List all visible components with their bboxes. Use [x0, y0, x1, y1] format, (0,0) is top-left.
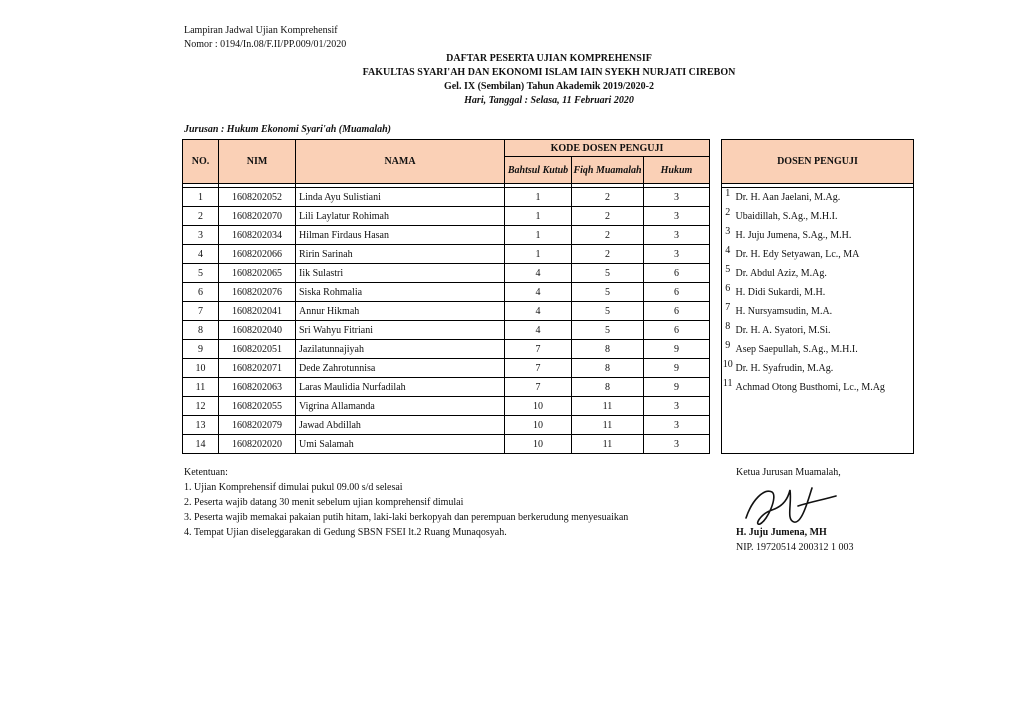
signer-nip: NIP. 19720514 200312 1 003	[736, 542, 854, 553]
cell-nama: Linda Ayu Sulistiani	[296, 188, 505, 207]
cell-nama: Siska Rohmalia	[296, 283, 505, 302]
note-item: 4. Tempat Ujian diseleggarakan di Gedung SBSN FSEI lt.2 Ruang Munaqosyah.	[184, 527, 507, 538]
header-nama: NAMA	[296, 140, 505, 184]
cell-gap	[710, 397, 722, 416]
title-line-1: DAFTAR PESERTA UJIAN KOMPREHENSIF	[446, 53, 652, 64]
cell-hukum: 9	[644, 359, 710, 378]
cell-nim: 1608202079	[219, 416, 296, 435]
cell-nim: 1608202055	[219, 397, 296, 416]
cell-nama: Sri Wahyu Fitriani	[296, 321, 505, 340]
cell-hukum: 3	[644, 245, 710, 264]
cell-hukum: 3	[644, 226, 710, 245]
cell-nama: Iik Sulastri	[296, 264, 505, 283]
cell-nim: 1608202020	[219, 435, 296, 454]
cell-gap	[710, 378, 722, 397]
cell-nim: 1608202041	[219, 302, 296, 321]
note-item: 3. Peserta wajib memakai pakaian putih hitam, laki-laki berkopyah dan perempuan berkerudung menyesuaikan	[184, 512, 629, 523]
note-item: 1. Ujian Komprehensif dimulai pukul 09.00 s/d selesai	[184, 482, 403, 493]
note-item: 2. Peserta wajib datang 30 menit sebelum ujian komprehensif dimulai	[184, 497, 464, 508]
cell-hukum: 6	[644, 264, 710, 283]
notes-section	[184, 465, 628, 540]
table-row	[183, 207, 914, 226]
table-row	[183, 378, 914, 397]
cell-fiqh: 11	[572, 416, 644, 435]
cell-bahtsul: 4	[505, 283, 572, 302]
handwritten-signature	[738, 480, 858, 530]
cell-fiqh: 5	[572, 302, 644, 321]
table-row	[183, 321, 914, 340]
cell-gap	[710, 321, 722, 340]
table-row	[183, 283, 914, 302]
cell-no: 11	[183, 378, 219, 397]
cell-no: 8	[183, 321, 219, 340]
cell-fiqh: 2	[572, 245, 644, 264]
cell-nama: Laras Maulidia Nurfadilah	[296, 378, 505, 397]
cell-bahtsul: 10	[505, 397, 572, 416]
cell-gap	[710, 435, 722, 454]
cell-bahtsul: 1	[505, 207, 572, 226]
dosen-name: Asep Saepullah, S.Ag., M.H.I.	[734, 340, 914, 359]
table-row	[183, 264, 914, 283]
dosen-name: Dr. H. Syafrudin, M.Ag.	[734, 359, 914, 378]
cell-no: 6	[183, 283, 219, 302]
cell-fiqh: 11	[572, 435, 644, 454]
cell-bahtsul: 10	[505, 435, 572, 454]
cell-hukum: 3	[644, 416, 710, 435]
dosen-number	[722, 416, 734, 435]
header-no: NO.	[183, 140, 219, 184]
cell-bahtsul: 7	[505, 340, 572, 359]
cell-fiqh: 5	[572, 321, 644, 340]
cell-no: 14	[183, 435, 219, 454]
header-bahtsul-kutub: Bahtsul Kutub	[505, 157, 572, 184]
cell-hukum: 3	[644, 435, 710, 454]
table-row	[183, 397, 914, 416]
dosen-number	[722, 435, 734, 454]
cell-fiqh: 2	[572, 226, 644, 245]
cell-nama: Dede Zahrotunnisa	[296, 359, 505, 378]
document-title	[184, 52, 914, 108]
cell-bahtsul: 7	[505, 359, 572, 378]
cell-hukum: 9	[644, 340, 710, 359]
cell-fiqh: 5	[572, 264, 644, 283]
cell-nim: 1608202063	[219, 378, 296, 397]
header-nim: NIM	[219, 140, 296, 184]
cell-bahtsul: 1	[505, 245, 572, 264]
cell-hukum: 6	[644, 321, 710, 340]
header-fiqh-muamalah: Fiqh Muamalah	[572, 157, 644, 184]
dosen-number: 5	[722, 264, 734, 283]
cell-nim: 1608202071	[219, 359, 296, 378]
table-row	[183, 188, 914, 207]
dosen-name	[734, 397, 914, 416]
signature-block	[736, 465, 854, 555]
cell-gap	[710, 245, 722, 264]
header-kode-dosen: KODE DOSEN PENGUJI	[505, 140, 710, 157]
cell-no: 12	[183, 397, 219, 416]
cell-bahtsul: 4	[505, 264, 572, 283]
cell-bahtsul: 4	[505, 321, 572, 340]
table-body	[183, 188, 914, 454]
cell-nama: Umi Salamah	[296, 435, 505, 454]
cell-no: 7	[183, 302, 219, 321]
cell-hukum: 3	[644, 397, 710, 416]
cell-bahtsul: 1	[505, 226, 572, 245]
cell-nama: Ririn Sarinah	[296, 245, 505, 264]
dosen-name: Achmad Otong Busthomi, Lc., M.Ag	[734, 378, 914, 397]
cell-gap	[710, 226, 722, 245]
cell-nama: Jazilatunnajiyah	[296, 340, 505, 359]
cell-nama: Annur Hikmah	[296, 302, 505, 321]
dosen-name: H. Nursyamsudin, M.A.	[734, 302, 914, 321]
table-row	[183, 340, 914, 359]
cell-bahtsul: 7	[505, 378, 572, 397]
cell-no: 5	[183, 264, 219, 283]
title-line-2: FAKULTAS SYARI'AH DAN EKONOMI ISLAM IAIN SYEKH NURJATI CIREBON	[362, 67, 736, 78]
cell-no: 9	[183, 340, 219, 359]
table-row	[183, 359, 914, 378]
cell-hukum: 9	[644, 378, 710, 397]
dosen-name: Dr. H. Edy Setyawan, Lc., MA	[734, 245, 914, 264]
cell-fiqh: 5	[572, 283, 644, 302]
exam-date: Hari, Tanggal : Selasa, 11 Februari 2020	[464, 95, 634, 106]
reference-line-1: Lampiran Jadwal Ujian Komprehensif	[184, 25, 338, 36]
cell-nim: 1608202040	[219, 321, 296, 340]
cell-bahtsul: 1	[505, 188, 572, 207]
table-row	[183, 226, 914, 245]
dosen-number: 8	[722, 321, 734, 340]
dosen-number: 10	[722, 359, 734, 378]
dosen-number: 1	[722, 188, 734, 207]
cell-nama: Vigrina Allamanda	[296, 397, 505, 416]
table-row	[183, 416, 914, 435]
cell-gap	[710, 302, 722, 321]
reference-line-2: Nomor : 0194/In.08/F.II/PP.009/01/2020	[184, 39, 347, 50]
cell-nim: 1608202066	[219, 245, 296, 264]
dosen-number: 11	[722, 378, 734, 397]
dosen-name: Dr. H. Aan Jaelani, M.Ag.	[734, 188, 914, 207]
dosen-name	[734, 416, 914, 435]
dosen-number: 4	[722, 245, 734, 264]
cell-fiqh: 8	[572, 340, 644, 359]
cell-no: 1	[183, 188, 219, 207]
dosen-number: 9	[722, 340, 734, 359]
header-hukum: Hukum	[644, 157, 710, 184]
dosen-name: Ubaidillah, S.Ag., M.H.I.	[734, 207, 914, 226]
reference-header	[184, 24, 346, 52]
cell-bahtsul: 10	[505, 416, 572, 435]
dosen-number: 7	[722, 302, 734, 321]
cell-nim: 1608202076	[219, 283, 296, 302]
title-line-3: Gel. IX (Sembilan) Tahun Akademik 2019/2020-2	[443, 81, 655, 92]
cell-nama: Hilman Firdaus Hasan	[296, 226, 505, 245]
cell-nim: 1608202065	[219, 264, 296, 283]
header-gap	[710, 140, 722, 184]
cell-nim: 1608202070	[219, 207, 296, 226]
cell-no: 10	[183, 359, 219, 378]
cell-hukum: 3	[644, 207, 710, 226]
cell-nim: 1608202034	[219, 226, 296, 245]
cell-no: 4	[183, 245, 219, 264]
dosen-name: H. Juju Jumena, S.Ag., M.H.	[734, 226, 914, 245]
cell-nim: 1608202051	[219, 340, 296, 359]
dosen-number: 2	[722, 207, 734, 226]
dosen-number: 3	[722, 226, 734, 245]
cell-nim: 1608202052	[219, 188, 296, 207]
table-row	[183, 245, 914, 264]
signer-role: Ketua Jurusan Muamalah,	[736, 467, 841, 478]
participants-table	[182, 139, 914, 454]
department-label: Jurusan : Hukum Ekonomi Syari'ah (Muamalah)	[184, 124, 392, 135]
dosen-number	[722, 397, 734, 416]
dosen-name	[734, 435, 914, 454]
cell-gap	[710, 207, 722, 226]
table-row	[183, 302, 914, 321]
dosen-number: 6	[722, 283, 734, 302]
cell-fiqh: 2	[572, 207, 644, 226]
cell-no: 2	[183, 207, 219, 226]
cell-fiqh: 11	[572, 397, 644, 416]
cell-gap	[710, 416, 722, 435]
cell-no: 3	[183, 226, 219, 245]
header-dosen-penguji: DOSEN PENGUJI	[722, 140, 914, 184]
cell-gap	[710, 264, 722, 283]
dosen-name: Dr. H. A. Syatori, M.Si.	[734, 321, 914, 340]
cell-fiqh: 8	[572, 378, 644, 397]
cell-no: 13	[183, 416, 219, 435]
cell-hukum: 3	[644, 188, 710, 207]
cell-fiqh: 8	[572, 359, 644, 378]
dosen-name: Dr. Abdul Aziz, M.Ag.	[734, 264, 914, 283]
notes-heading: Ketentuan:	[184, 467, 228, 478]
cell-hukum: 6	[644, 302, 710, 321]
signer-name: H. Juju Jumena, MH	[736, 527, 827, 538]
cell-gap	[710, 340, 722, 359]
cell-gap	[710, 359, 722, 378]
dosen-name: H. Didi Sukardi, M.H.	[734, 283, 914, 302]
cell-gap	[710, 188, 722, 207]
cell-bahtsul: 4	[505, 302, 572, 321]
cell-hukum: 6	[644, 283, 710, 302]
table-row	[183, 435, 914, 454]
cell-nama: Lili Laylatur Rohimah	[296, 207, 505, 226]
cell-fiqh: 2	[572, 188, 644, 207]
cell-gap	[710, 283, 722, 302]
cell-nama: Jawad Abdillah	[296, 416, 505, 435]
